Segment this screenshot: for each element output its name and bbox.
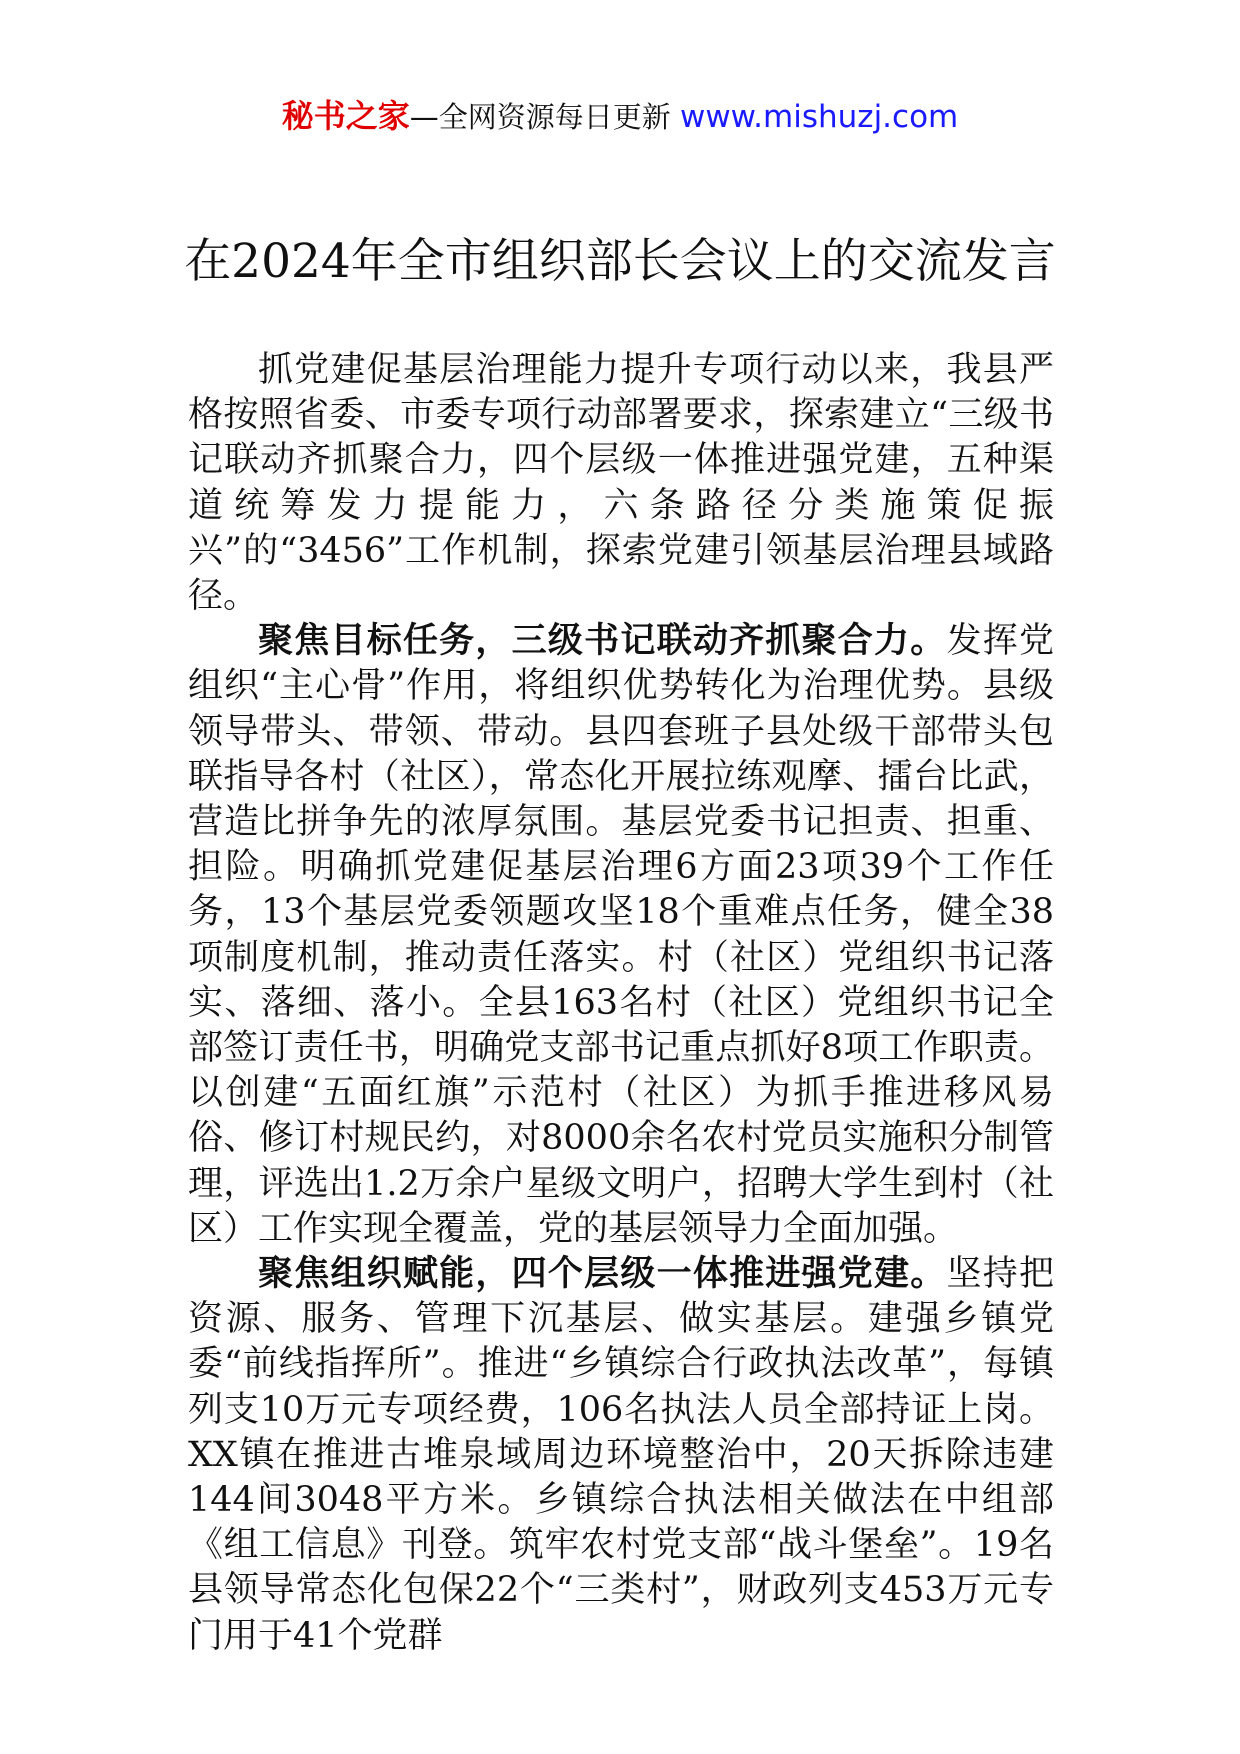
site-header	[0, 96, 1240, 137]
site-tagline: —全网资源每日更新	[409, 100, 680, 134]
paragraph-intro	[188, 348, 1054, 619]
site-brand: 秘书之家	[281, 97, 410, 135]
section-2-heading: 聚焦组织赋能，四个层级一体推进强党建。	[258, 1254, 947, 1295]
document-title: 在2024年全市组织部长会议上的交流发言	[184, 234, 1056, 289]
document-body	[188, 348, 1054, 1659]
section-1-heading: 聚焦目标任务，三级书记联动齐抓聚合力。	[258, 621, 947, 662]
section-2-text: 坚持把资源、服务、管理下沉基层、做实基层。建强乡镇党委“前线指挥所”。推进“乡镇综合行政执法改革”，每镇列支10万元专项经费，106名执法人员全部持证上岗。XX镇在推进古堆泉域周边环境整治中，20天拆除违建144间3048平方米。乡镇综合执法相关做法在中组部《组工信息》刊登。筑牢农村党支部“战斗堡垒”。19名县领导常态化包保22个“三类村”，财政列支453万元专门用于41个党群	[188, 1254, 1054, 1656]
paragraph-section-2	[188, 1252, 1054, 1659]
section-1-text: 发挥党组织“主心骨”作用，将组织优势转化为治理优势。县级领导带头、带领、带动。县四套班子县处级干部带头包联指导各村（社区），常态化开展拉练观摩、擂台比武，营造比拼争先的浓厚氛围。基层党委书记担责、担重、担险。明确抓党建促基层治理6方面23项39个工作任务，13个基层党委领题攻坚18个重难点任务，健全38项制度机制，推动责任落实。村（社区）党组织书记落实、落细、落小。全县163名村（社区）党组织书记全部签订责任书，明确党支部书记重点抓好8项工作职责。以创建“五面红旗”示范村（社区）为抓手推进移风易俗、修订村规民约，对8000余名农村党员实施积分制管理，评选出1.2万余户星级文明户，招聘大学生到村（社区）工作实现全覆盖，党的基层领导力全面加强。	[188, 621, 1054, 1249]
site-url-link[interactable]: www.mishuzj.com	[679, 99, 959, 135]
paragraph-section-1	[188, 619, 1054, 1252]
paragraph-intro-text: 抓党建促基层治理能力提升专项行动以来，我县严格按照省委、市委专项行动部署要求，探索建立“三级书记联动齐抓聚合力，四个层级一体推进强党建，五种渠道统筹发力提能力，六条路径分类施策促振兴”的“3456”工作机制，探索党建引领基层治理县域路径。	[188, 350, 1054, 617]
